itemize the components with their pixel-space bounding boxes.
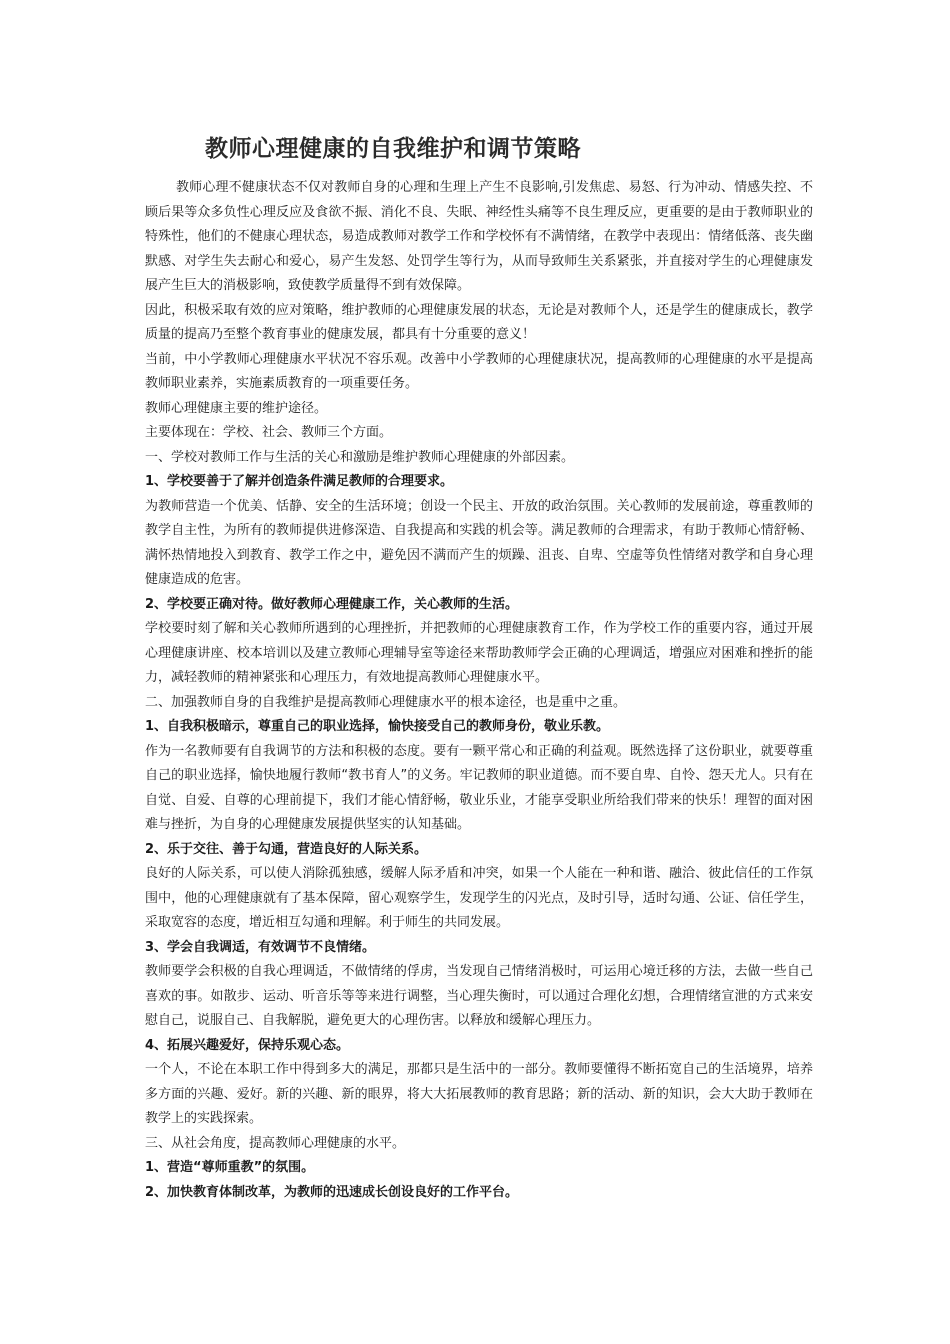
document-paragraph: 因此，积极采取有效的应对策略，维护教师的心理健康发展的状态，无论是对教师个人，还是学生的健康成长，教学质量的提高乃至整个教育事业的健康发展，都具有十分重要的意义！ — [145, 302, 813, 342]
document-paragraph: 一、学校对教师工作与生活的关心和激励是维护教师心理健康的外部因素。 — [145, 449, 575, 465]
document-title: 教师心理健康的自我维护和调节策略 — [205, 136, 581, 162]
document-paragraph: 4、拓展兴趣爱好，保持乐观心态。 — [145, 1037, 350, 1053]
document-paragraph: 学校要时刻了解和关心教师所遇到的心理挫折，并把教师的心理健康教育工作，作为学校工作的重要内容，通过开展心理健康讲座、校本培训以及建立教师心理辅导室等途径来帮助教师学会正确的心理调适，增强应对困难和挫折的能力，减轻教师的精神紧张和心理压力，有效地提高教师心理健康水平。 — [145, 621, 813, 685]
document-paragraph: 主要体现在：学校、社会、教师三个方面。 — [145, 425, 393, 440]
document-paragraph: 教师心理健康主要的维护途径。 — [145, 400, 328, 416]
document-paragraph: 1、营造“尊师重教”的氛围。 — [145, 1160, 315, 1175]
document-paragraph: 一个人，不论在本职工作中得到多大的满足，那都只是生活中的一部分。教师要懂得不断拓宽自己的生活境界，培养多方面的兴趣、爱好。新的兴趣、新的眼界，将大大拓展教师的教育思路；新的活动、新的知识，会大大助于教师在教学上的实践探索。 — [145, 1062, 813, 1126]
document-paragraph: 教师心理不健康状态不仅对教师自身的心理和生理上产生不良影响,引发焦虑、易怒、行为冲动、情感失控、不顾后果等众多负性心理反应及食欲不振、消化不良、失眠、神经性头痛等不良生理反应，更重要的是由于教师职业的特殊性，他们的不健康心理状态，易造成教师对教学工作和学校怀有不满情绪，在教学中表现出：情绪低落、丧失幽默感、对学生失去耐心和爱心，易产生发怒、处罚学生等行为，从而导致师生关系紧张，并直接对学生的心理健康发展产生巨大的消极影响，致使教学质量得不到有效保障。 — [145, 180, 813, 293]
document-paragraph: 作为一名教师要有自我调节的方法和积极的态度。要有一颗平常心和正确的利益观。既然选择了这份职业，就要尊重自己的职业选择，愉快地履行教师“教书育人”的义务。牢记教师的职业道德。而不要自卑、自怜、怨天尤人。只有在自觉、自爱、自尊的心理前提下，我们才能心情舒畅，敬业乐业，才能享受职业所给我们带来的快乐！理智的面对困难与挫折，为自身的心理健康发展提供坚实的认知基础。 — [145, 743, 813, 832]
document-body — [145, 176, 813, 1205]
document-paragraph: 教师要学会积极的自我心理调适，不做情绪的俘虏，当发现自己情绪消极时，可运用心境迁移的方法，去做一些自己喜欢的事。如散步、运动、听音乐等等来进行调整，当心理失衡时，可以通过合理化幻想，合理情绪宣泄的方式来安慰自己，说服自己、自我解脱，避免更大的心理伤害。以释放和缓解心理压力。 — [145, 964, 813, 1028]
document-paragraph: 二、加强教师自身的自我维护是提高教师心理健康水平的根本途径，也是重中之重。 — [145, 694, 627, 710]
document-paragraph: 2、乐于交往、善于勾通，营造良好的人际关系。 — [145, 841, 428, 857]
document-paragraph: 1、学校要善于了解并创造条件满足教师的合理要求。 — [145, 474, 454, 489]
document-paragraph: 三、从社会角度，提高教师心理健康的水平。 — [145, 1135, 406, 1151]
document-paragraph: 良好的人际关系，可以使人消除孤独感，缓解人际矛盾和冲突，如果一个人能在一种和谐、融洽、彼此信任的工作氛围中，他的心理健康就有了基本保障，留心观察学生，发现学生的闪光点，及时引导，适时勾通、公证、信任学生，采取宽容的态度，增近相互勾通和理解。利于师生的共同发展。 — [145, 866, 813, 930]
document-paragraph: 当前，中小学教师心理健康水平状况不容乐观。改善中小学教师的心理健康状况，提高教师的心理健康的水平是提高教师职业素养，实施素质教育的一项重要任务。 — [145, 351, 813, 391]
document-paragraph: 2、加快教育体制改革，为教师的迅速成长创设良好的工作平台。 — [145, 1184, 519, 1200]
document-paragraph: 为教师营造一个优美、恬静、安全的生活环境；创设一个民主、开放的政治氛围。关心教师的发展前途，尊重教师的教学自主性，为所有的教师提供进修深造、自我提高和实践的机会等。满足教师的合理需求，有助于教师心情舒畅、满怀热情地投入到教育、教学工作之中，避免因不满而产生的烦躁、沮丧、自卑、空虚等负性情绪对教学和自身心理健康造成的危害。 — [145, 498, 813, 587]
document-paragraph: 1、自我积极暗示，尊重自己的职业选择，愉快接受自己的教师身份，敬业乐教。 — [145, 719, 610, 734]
document-paragraph: 3、学会自我调适，有效调节不良情绪。 — [145, 939, 376, 955]
document-paragraph: 2、学校要正确对待。做好教师心理健康工作，关心教师的生活。 — [145, 596, 519, 612]
